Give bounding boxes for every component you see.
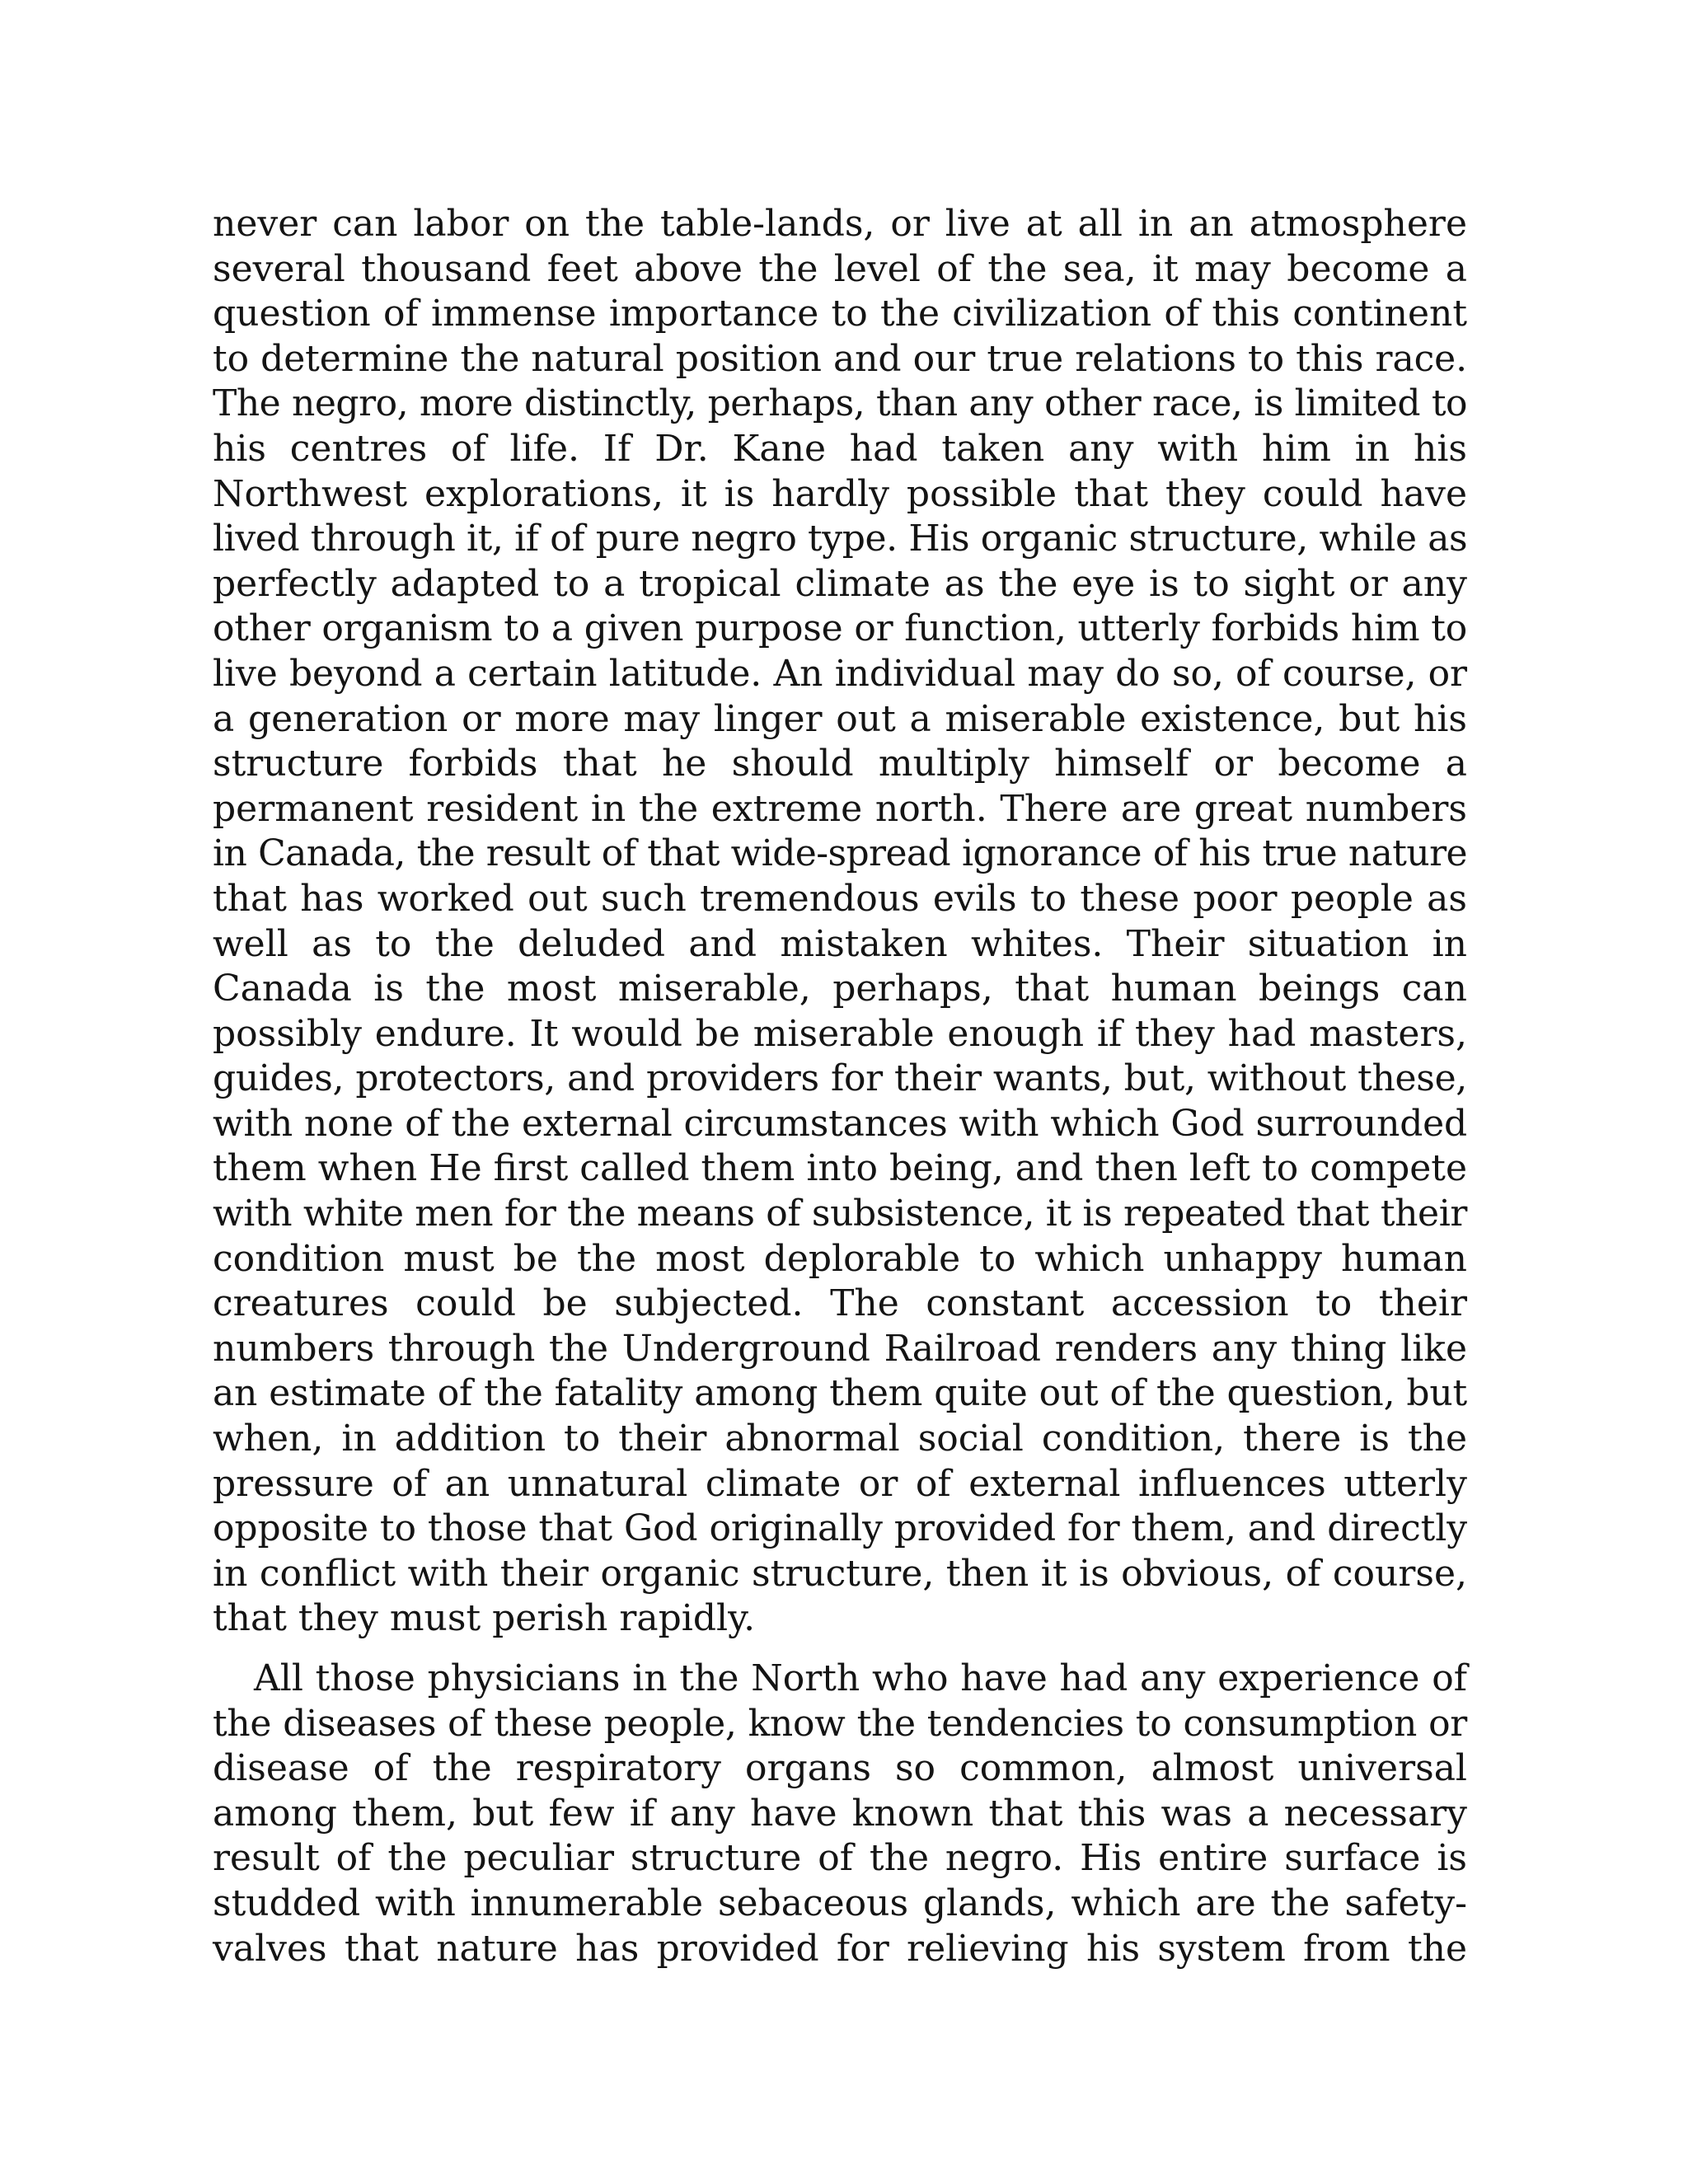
text-line: opposite to those that God originally provided for them, and directly <box>213 1507 1467 1550</box>
text-line: structure forbids that he should multiply himself or become a <box>213 743 1467 785</box>
text-line: condition must be the most deplorable to which unhappy human <box>213 1237 1467 1280</box>
text-line: pressure of an unnatural climate or of external influences utterly <box>213 1462 1467 1505</box>
text-line: possibly endure. It would be miserable enough if they had masters, <box>213 1012 1467 1055</box>
text-line: guides, protectors, and providers for their wants, but, without these, <box>213 1057 1467 1100</box>
text-line: a generation or more may linger out a miserable existence, but his <box>213 697 1467 740</box>
text-line: The negro, more distinctly, perhaps, than any other race, is limited to <box>213 382 1467 425</box>
text-line: disease of the respiratory organs so common, almost universal <box>213 1747 1467 1790</box>
text-line: that has worked out such tremendous evils to these poor people as <box>213 877 1467 920</box>
text-line: lived through it, if of pure negro type. His organic structure, while as <box>213 518 1468 560</box>
text-line: result of the peculiar structure of the negro. His entire surface is <box>213 1837 1467 1880</box>
text-line: well as to the deluded and mistaken whites. Their situation in <box>213 922 1467 965</box>
text-line: to determine the natural position and our true relations to this race. <box>213 337 1467 380</box>
text-line: creatures could be subjected. The constant accession to their <box>213 1282 1467 1325</box>
text-line: them when He first called them into being, and then left to compete <box>213 1147 1467 1190</box>
text-line: valves that nature has provided for relieving his system from the <box>213 1927 1467 1970</box>
paragraph <box>213 202 1467 1642</box>
text-line: when, in addition to their abnormal social condition, there is the <box>213 1418 1467 1460</box>
text-line: with none of the external circumstances with which God surrounded <box>213 1102 1467 1145</box>
text-line: several thousand feet above the level of the sea, it may become a <box>213 247 1467 290</box>
text-line: an estimate of the fatality among them quite out of the question, but <box>213 1372 1467 1415</box>
text-line: other organism to a given purpose or function, utterly forbids him to <box>213 607 1467 650</box>
text-line: Northwest explorations, it is hardly possible that they could have <box>213 472 1467 515</box>
text-line: in conflict with their organic structure, then it is obvious, of course, <box>213 1552 1467 1595</box>
page-body <box>213 202 1467 1971</box>
text-line: with white men for the means of subsistence, it is repeated that their <box>213 1193 1467 1235</box>
text-line: numbers through the Underground Railroad renders any thing like <box>213 1327 1467 1370</box>
text-line: the diseases of these people, know the tendencies to consumption or <box>213 1702 1467 1745</box>
text-line: All those physicians in the North who have had any experience of <box>254 1657 1467 1699</box>
text-line: in Canada, the result of that wide-spread ignorance of his true nature <box>213 832 1467 875</box>
text-line: never can labor on the table-lands, or live at all in an atmosphere <box>213 203 1467 245</box>
text-line: live beyond a certain latitude. An individual may do so, of course, or <box>213 652 1467 695</box>
text-line: permanent resident in the extreme north. There are great numbers <box>213 787 1467 830</box>
text-line: among them, but few if any have known that this was a necessary <box>213 1792 1467 1835</box>
text-line: Canada is the most miserable, perhaps, that human beings can <box>213 968 1467 1010</box>
paragraph <box>213 1657 1467 1971</box>
text-line: question of immense importance to the civilization of this continent <box>213 293 1467 335</box>
text-line: that they must perish rapidly. <box>213 1597 756 1640</box>
text-line: perfectly adapted to a tropical climate as the eye is to sight or any <box>213 562 1467 605</box>
text-line: his centres of life. If Dr. Kane had taken any with him in his <box>213 427 1467 470</box>
text-line: studded with innumerable sebaceous glands, which are the safety- <box>213 1882 1467 1924</box>
